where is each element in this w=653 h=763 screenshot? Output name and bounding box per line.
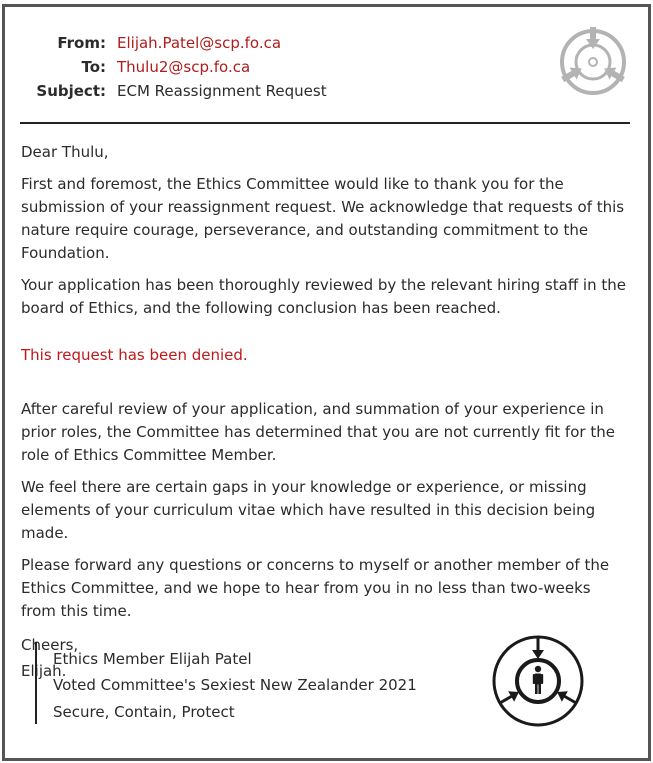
body-paragraph: We feel there are certain gaps in your knowledge or experience, or missing elements of your curriculum vitae which have resulted in this decision being made. <box>21 478 596 542</box>
body-paragraph: Please forward any questions or concerns to myself or another member of the Ethics Committee, and we hope to hear from you in no less than two-weeks from this time. <box>21 556 610 620</box>
greeting: Dear Thulu, <box>21 143 109 161</box>
closing: Cheers, <box>21 636 79 654</box>
subject-label: Subject: <box>36 82 106 100</box>
person-icon <box>533 666 543 694</box>
ethics-committee-logo-icon <box>491 634 585 728</box>
from-email-link[interactable]: Elijah.Patel@scp.fo.ca <box>117 34 282 52</box>
sender-name: Elijah. <box>21 662 67 680</box>
subject-value: ECM Reassignment Request <box>117 82 327 100</box>
signature-block <box>35 642 437 724</box>
body-paragraph: Your application has been thoroughly reviewed by the relevant hiring staff in the board of Ethics, and the following conclusion has been reached. <box>21 276 626 317</box>
signature-name: Ethics Member Elijah Patel <box>53 650 252 668</box>
from-label: From: <box>57 34 106 52</box>
email-document <box>2 4 651 761</box>
header-divider <box>20 122 630 124</box>
email-body <box>21 141 627 684</box>
body-paragraph: After careful review of your application, and summation of your experience in prior roles, the Committee has determined that you are not currently fit for the role of Ethics Committee Member. <box>21 400 615 464</box>
signature-title: Voted Committee's Sexiest New Zealander 2021 <box>53 676 417 694</box>
body-paragraph: First and foremost, the Ethics Committee would like to thank you for the submission of your reassignment request. We acknowledge that requests of this nature require courage, perseverance, and outstanding commitment to the Foundation. <box>21 175 625 262</box>
scp-foundation-logo-icon <box>558 27 628 97</box>
to-label: To: <box>81 58 106 76</box>
signature-motto: Secure, Contain, Protect <box>53 703 235 721</box>
to-email-link[interactable]: Thulu2@scp.fo.ca <box>117 58 251 76</box>
denied-notice: This request has been denied. <box>21 346 248 364</box>
